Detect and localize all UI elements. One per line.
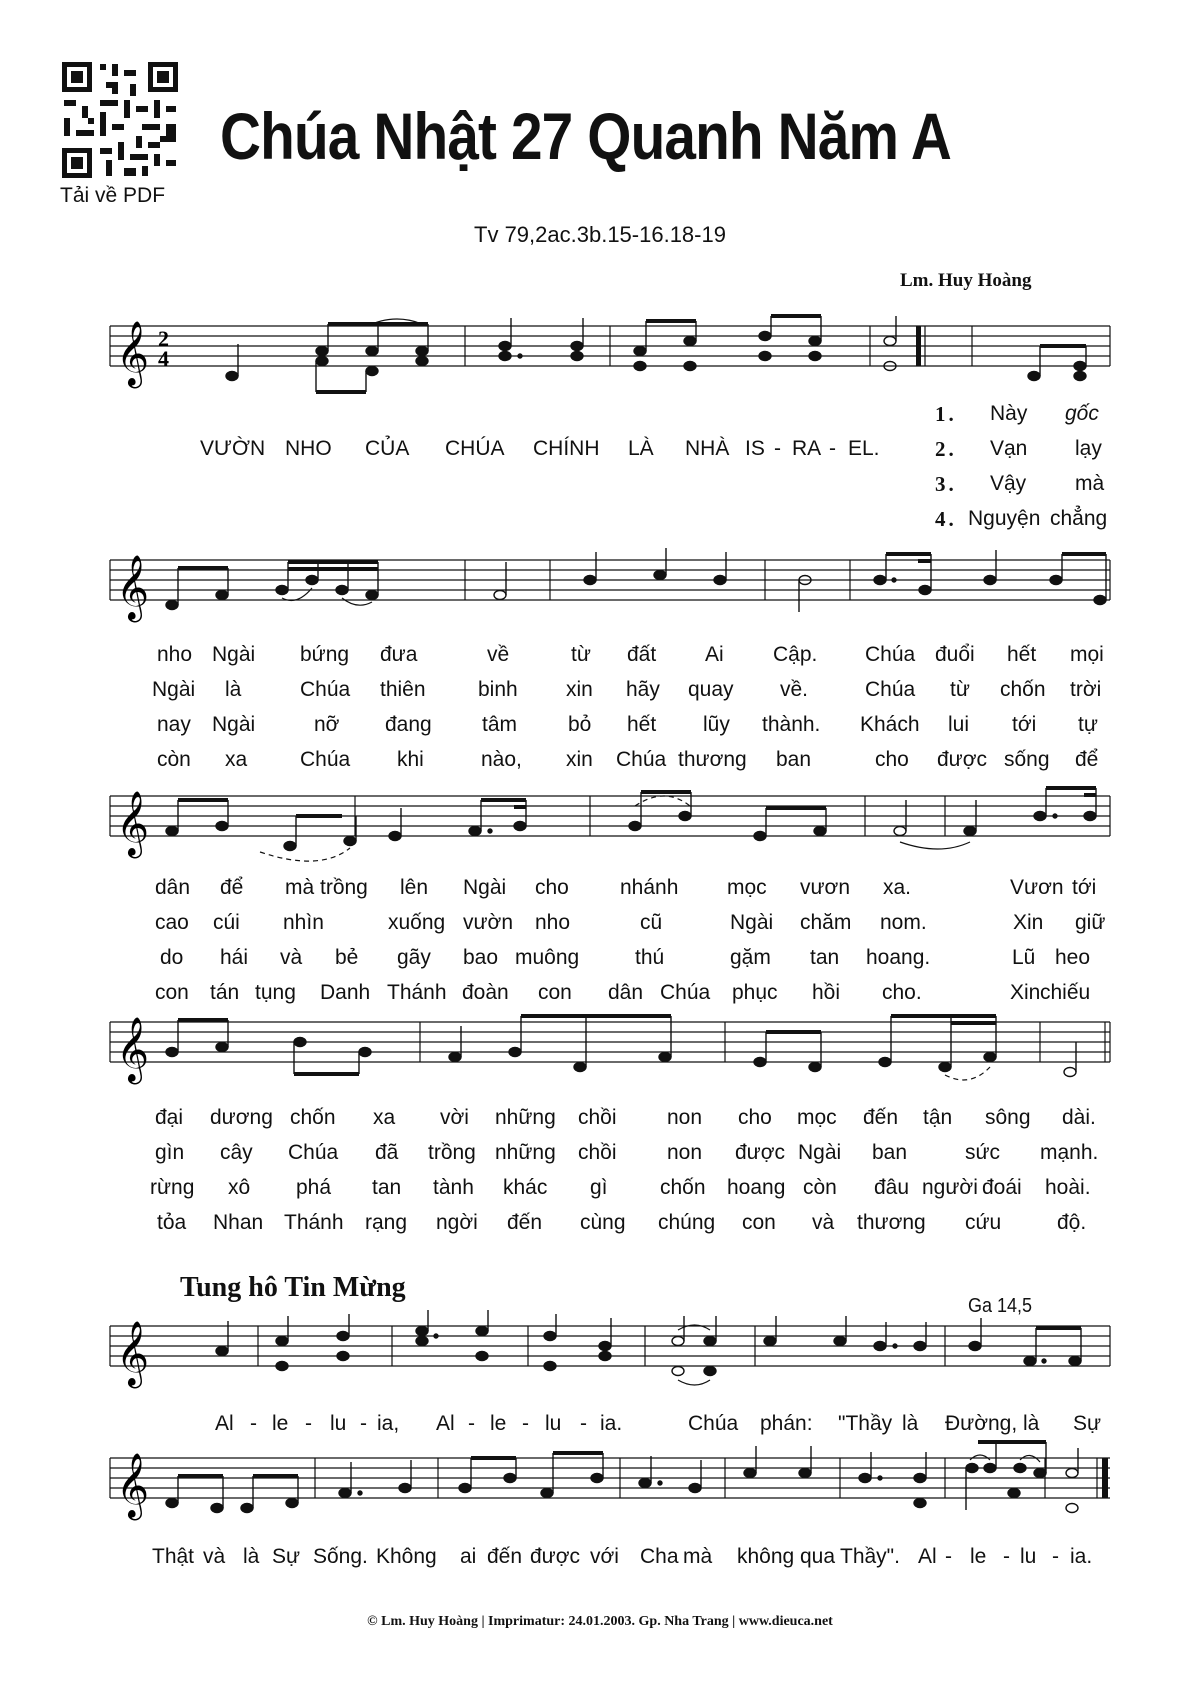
lyric-word: lu — [330, 1412, 347, 1435]
lyric-word: không — [737, 1545, 795, 1568]
gospel-reference: Ga 14,5 — [968, 1295, 1033, 1317]
lyric-word: đến — [863, 1106, 899, 1129]
lyric-word: tận — [923, 1106, 953, 1129]
lyric-word: giữ — [1075, 911, 1106, 934]
lyric-word: Sự — [272, 1545, 301, 1568]
lyric-word: ban — [776, 748, 812, 771]
lyric-word: tan — [810, 946, 840, 969]
lyric-word: lu — [1020, 1545, 1037, 1568]
lyric-word: lui — [948, 713, 970, 736]
treble-clef-icon: 𝄞 — [116, 555, 150, 620]
lyric-word: cứu — [965, 1211, 1002, 1234]
lyric-word: rừng — [150, 1176, 195, 1199]
lyric-word: sông — [985, 1106, 1031, 1129]
lyric-word: gặm — [730, 946, 771, 969]
lyric-word: lũy — [703, 713, 730, 736]
lyric-word: đoái — [982, 1176, 1022, 1199]
section-title: Tung hô Tin Mừng — [180, 1272, 406, 1303]
lyric-word: khi — [397, 748, 424, 771]
lyric-word: tành — [433, 1176, 474, 1199]
lyric-word: Cha — [640, 1545, 679, 1568]
lyric-word: - — [580, 1412, 587, 1435]
lyric-word: thương — [857, 1211, 926, 1234]
lyric-word: le — [272, 1412, 289, 1435]
lyric-word: con — [155, 981, 189, 1004]
lyric-word: CHÍNH — [533, 437, 600, 460]
lyric-word: Chúa — [616, 748, 667, 771]
qr-code-graphic — [60, 60, 180, 180]
lyric-word: ia. — [600, 1412, 623, 1435]
lyric-word: mọi — [1070, 643, 1104, 666]
lyric-word: xa. — [883, 876, 912, 899]
lyric-word: và — [812, 1211, 835, 1234]
staff-system-4 — [110, 1012, 1120, 1092]
lyric-word: Chúa — [288, 1141, 339, 1164]
lyric-word: để — [220, 876, 244, 899]
lyric-word: mà — [285, 876, 315, 899]
lyric-word: từ — [571, 643, 591, 666]
lyric-word: được — [530, 1545, 581, 1568]
lyric-word: phục — [732, 981, 778, 1004]
lyric-word: quay — [688, 678, 734, 701]
lyric-word: với — [590, 1545, 619, 1568]
lyric-word: Ngài — [212, 713, 256, 736]
lyric-word: tụng — [255, 981, 296, 1004]
lyric-word: - — [829, 437, 836, 460]
lyric-word: ia. — [1070, 1545, 1093, 1568]
lyric-word: Chúa — [300, 748, 351, 771]
verse-number: 2. — [935, 437, 957, 461]
lyric-word: tâm — [482, 713, 518, 736]
lyric-word: Ngài — [152, 678, 196, 701]
lyric-word: xin — [566, 678, 593, 701]
treble-clef-icon: 𝄞 — [116, 1453, 150, 1518]
lyric-word: Al — [918, 1545, 937, 1568]
lyric-word: nho — [157, 643, 193, 666]
lyric-word: xô — [228, 1176, 251, 1199]
psalm-reference: Tv 79,2ac.3b.15-16.18-19 — [474, 222, 726, 247]
lyric-word: nay — [157, 713, 191, 736]
lyric-word: Chúa — [660, 981, 711, 1004]
lyric-word: mà — [683, 1545, 713, 1568]
lyric-word: - — [305, 1412, 312, 1435]
lyric-word: được — [937, 748, 988, 771]
lyric-word: Thật — [152, 1545, 195, 1568]
lyric-word: những — [495, 1141, 556, 1164]
lyric-word: và — [280, 946, 303, 969]
lyric-word: đất — [627, 643, 657, 666]
lyric-word: chăm — [800, 911, 852, 934]
lyric-word: IS — [745, 437, 765, 460]
lyric-word: Chúa — [865, 678, 916, 701]
lyric-word: Sống. — [313, 1545, 368, 1568]
lyric-word: Danh — [320, 981, 371, 1004]
lyric-word: Nhan — [213, 1211, 264, 1234]
lyric-word: gì — [590, 1176, 608, 1199]
lyric-word: xin — [566, 748, 593, 771]
lyric-word: - — [945, 1545, 952, 1568]
lyric-word: nhánh — [620, 876, 679, 899]
lyric-word: LÀ — [628, 437, 654, 460]
lyric-word: chốn — [290, 1106, 336, 1129]
lyric-word: - — [1052, 1545, 1059, 1568]
lyric-word: phán: — [760, 1412, 813, 1435]
lyric-word: RA — [792, 437, 822, 460]
lyric-word: thú — [635, 946, 665, 969]
lyric-word: độ. — [1057, 1211, 1087, 1234]
lyric-word: Lũ — [1012, 946, 1036, 969]
lyric-word: tới — [1072, 876, 1097, 899]
lyric-word: non — [667, 1141, 703, 1164]
lyric-word: hồi — [812, 981, 841, 1004]
lyric-word: cùng — [580, 1211, 626, 1234]
lyric-word: dân — [155, 876, 191, 899]
lyric-word: hết — [627, 713, 657, 736]
lyric-word: le — [490, 1412, 507, 1435]
lyric-word: EL. — [848, 437, 880, 460]
lyric-word: trồng — [320, 876, 368, 899]
lyric-word: xuống — [388, 911, 446, 934]
lyric-word: về — [487, 643, 510, 666]
composer-name: Lm. Huy Hoàng — [900, 270, 1032, 291]
lyric-word: VƯỜN — [200, 437, 266, 460]
lyric-word: mạnh. — [1040, 1141, 1099, 1164]
lyric-word: cũ — [640, 911, 663, 934]
lyric-word: Al — [436, 1412, 455, 1435]
lyric-word: Ngài — [463, 876, 507, 899]
lyric-word: hoang. — [866, 946, 931, 969]
staff-acclamation-1 — [110, 1316, 1120, 1396]
lyric-word: xa — [373, 1106, 396, 1129]
lyric-word: tỏa — [157, 1211, 187, 1234]
lyric-word: CHÚA — [445, 437, 505, 460]
lyric-word: gìn — [155, 1141, 185, 1164]
lyric-word: - — [774, 437, 781, 460]
lyric-word: Sự — [1073, 1412, 1102, 1435]
lyric-word: chúng — [658, 1211, 716, 1234]
copyright-footer: © Lm. Huy Hoàng | Imprimatur: 24.01.2003. Gp. Nha Trang | www.dieuca.net — [367, 1614, 833, 1629]
staff-system-1 — [110, 316, 1120, 396]
lyric-word: - — [360, 1412, 367, 1435]
lyric-word: Thánh — [387, 981, 447, 1004]
lyric-word: - — [468, 1412, 475, 1435]
lyric-word: hãy — [626, 678, 660, 701]
lyric-word: Xin — [1010, 981, 1041, 1004]
lyric-word: Khách — [860, 713, 920, 736]
lyric-word: Đường, — [945, 1412, 1018, 1435]
lyric-word: Thầy". — [840, 1545, 900, 1568]
lyric-word: Vạn — [990, 437, 1028, 460]
verse-number: 4. — [935, 507, 957, 531]
lyric-word: hết — [1007, 643, 1037, 666]
lyric-word: nỡ — [314, 713, 340, 736]
lyric-word: chẳng — [1050, 507, 1108, 530]
lyric-word: bao — [463, 946, 499, 969]
lyric-word: tới — [1012, 713, 1037, 736]
lyric-word: vươn — [800, 876, 851, 899]
lyric-word: lạy — [1075, 437, 1102, 460]
lyric-word: le — [970, 1545, 987, 1568]
lyric-word: Chúa — [300, 678, 351, 701]
lyric-word: đưa — [380, 643, 418, 666]
lyric-word: xa — [225, 748, 248, 771]
download-pdf-link[interactable]: Tải về PDF — [60, 184, 166, 207]
lyric-word: bỏ — [568, 713, 592, 736]
lyric-word: Al — [215, 1412, 234, 1435]
lyric-word: tán — [210, 981, 240, 1004]
lyric-word: Vậy — [990, 472, 1027, 495]
lyric-word: mà — [1075, 472, 1105, 495]
lyric-word: về. — [780, 678, 809, 701]
lyric-word: lu — [545, 1412, 562, 1435]
lyric-word: con — [538, 981, 572, 1004]
lyric-word: cho — [738, 1106, 772, 1129]
lyric-word: gốc — [1065, 402, 1099, 425]
lyric-word: đến — [507, 1211, 543, 1234]
lyric-word: cây — [220, 1141, 253, 1164]
lyric-word: còn — [157, 748, 191, 771]
lyric-word: chồi — [578, 1141, 617, 1164]
time-signature-top: 2 — [158, 326, 169, 351]
lyric-word: NHÀ — [685, 437, 730, 460]
lyric-word: - — [1003, 1545, 1010, 1568]
lyric-word: vời — [440, 1106, 469, 1129]
lyric-word: khác — [503, 1176, 548, 1199]
lyric-word: đã — [375, 1141, 399, 1164]
lyric-word: chồi — [578, 1106, 617, 1129]
lyric-word: mọc — [797, 1106, 837, 1129]
page-title: Chúa Nhật 27 Quanh Năm A — [220, 99, 952, 173]
lyric-word: dài. — [1062, 1106, 1096, 1129]
lyric-word: là — [243, 1545, 260, 1568]
lyric-word: dương — [210, 1106, 273, 1129]
lyric-word: lên — [400, 876, 429, 899]
lyric-word: Vươn — [1010, 876, 1064, 899]
lyric-word: Nguyện — [968, 507, 1041, 530]
lyric-word: Ngài — [212, 643, 256, 666]
staff-system-2 — [110, 550, 1120, 630]
lyric-word: thiên — [380, 678, 426, 701]
lyric-word: Cập. — [773, 643, 818, 666]
lyric-word: binh — [478, 678, 518, 701]
lyric-word: bẻ — [335, 946, 359, 969]
lyric-word: cao — [155, 911, 189, 934]
lyric-word: chốn — [660, 1176, 706, 1199]
lyric-word: Ngài — [730, 911, 774, 934]
lyric-word: nom. — [880, 911, 927, 934]
lyric-word: phá — [296, 1176, 332, 1199]
lyric-word: được — [735, 1141, 786, 1164]
lyric-word: tan — [372, 1176, 402, 1199]
lyric-word: - — [250, 1412, 257, 1435]
lyric-word: dân — [608, 981, 644, 1004]
lyric-word: thành. — [762, 713, 821, 736]
lyric-word: muông — [515, 946, 580, 969]
lyric-word: cho. — [882, 981, 922, 1004]
lyric-word: thương — [678, 748, 747, 771]
lyric-word: sức — [965, 1141, 1001, 1164]
lyric-word: sống — [1004, 748, 1050, 771]
lyric-word: cho — [875, 748, 909, 771]
qr-code[interactable] — [60, 60, 180, 180]
lyric-word: ia, — [377, 1412, 400, 1435]
lyric-word: - — [522, 1412, 529, 1435]
lyric-word: trời — [1070, 678, 1102, 701]
lyric-word: mọc — [727, 876, 767, 899]
lyric-word: cúi — [213, 911, 240, 934]
lyric-word: hoang — [727, 1176, 786, 1199]
lyric-word: ngời — [436, 1211, 478, 1234]
lyric-word: chiếu — [1040, 981, 1091, 1004]
lyric-word: cho — [535, 876, 569, 899]
lyric-word: gãy — [397, 946, 431, 969]
lyric-word: đến — [487, 1545, 523, 1568]
lyric-word: đoàn — [462, 981, 509, 1004]
lyric-word: Xin — [1013, 911, 1044, 934]
lyric-word: nào, — [481, 748, 522, 771]
lyric-word: Ngài — [798, 1141, 842, 1164]
lyric-word: Ai — [705, 643, 724, 666]
lyric-word: hái — [220, 946, 249, 969]
lyric-word: vườn — [463, 911, 514, 934]
lyric-word: tự — [1078, 713, 1098, 736]
lyric-word: và — [203, 1545, 226, 1568]
lyric-word: Không — [376, 1545, 437, 1568]
lyric-word: người — [922, 1176, 978, 1199]
verse-number: 1. — [935, 402, 957, 426]
lyric-word: hoài. — [1045, 1176, 1091, 1199]
lyric-word: heo — [1055, 946, 1091, 969]
treble-clef-icon: 𝄞 — [116, 321, 150, 386]
lyric-word: qua — [800, 1545, 836, 1568]
lyric-word: Thánh — [284, 1211, 344, 1234]
treble-clef-icon: 𝄞 — [116, 1017, 150, 1082]
lyric-word: chốn — [1000, 678, 1046, 701]
lyric-word: còn — [803, 1176, 837, 1199]
lyric-word: CỦA — [365, 437, 410, 460]
lyric-word: là — [1023, 1412, 1040, 1435]
lyric-word: ai — [460, 1545, 477, 1568]
lyric-word: đại — [155, 1106, 184, 1129]
lyric-word: trồng — [428, 1141, 476, 1164]
lyric-word: do — [160, 946, 184, 969]
staff-acclamation-2 — [110, 1448, 1120, 1528]
lyric-word: con — [742, 1211, 776, 1234]
lyric-word: "Thầy — [838, 1412, 893, 1435]
lyric-word: bứng — [300, 643, 350, 666]
staff-system-3 — [110, 786, 1120, 866]
time-signature-bottom: 4 — [158, 346, 169, 371]
lyric-word: đâu — [874, 1176, 910, 1199]
lyric-word: từ — [950, 678, 970, 701]
verse-number: 3. — [935, 472, 957, 496]
lyric-word: là — [902, 1412, 919, 1435]
lyric-word: ban — [872, 1141, 908, 1164]
treble-clef-icon: 𝄞 — [116, 1321, 150, 1386]
lyric-word: là — [225, 678, 242, 701]
lyric-word: nho — [535, 911, 571, 934]
lyric-word: rạng — [365, 1211, 408, 1234]
lyric-word: Này — [990, 402, 1028, 425]
lyric-word: non — [667, 1106, 703, 1129]
lyric-word: đang — [385, 713, 432, 736]
lyric-word: để — [1075, 748, 1099, 771]
treble-clef-icon: 𝄞 — [116, 791, 150, 856]
lyric-word: NHO — [285, 437, 332, 460]
lyric-word: đuổi — [935, 643, 975, 666]
lyric-word: những — [495, 1106, 556, 1129]
lyric-word: nhìn — [283, 911, 324, 934]
lyric-word: Chúa — [865, 643, 916, 666]
lyric-word: Chúa — [688, 1412, 739, 1435]
